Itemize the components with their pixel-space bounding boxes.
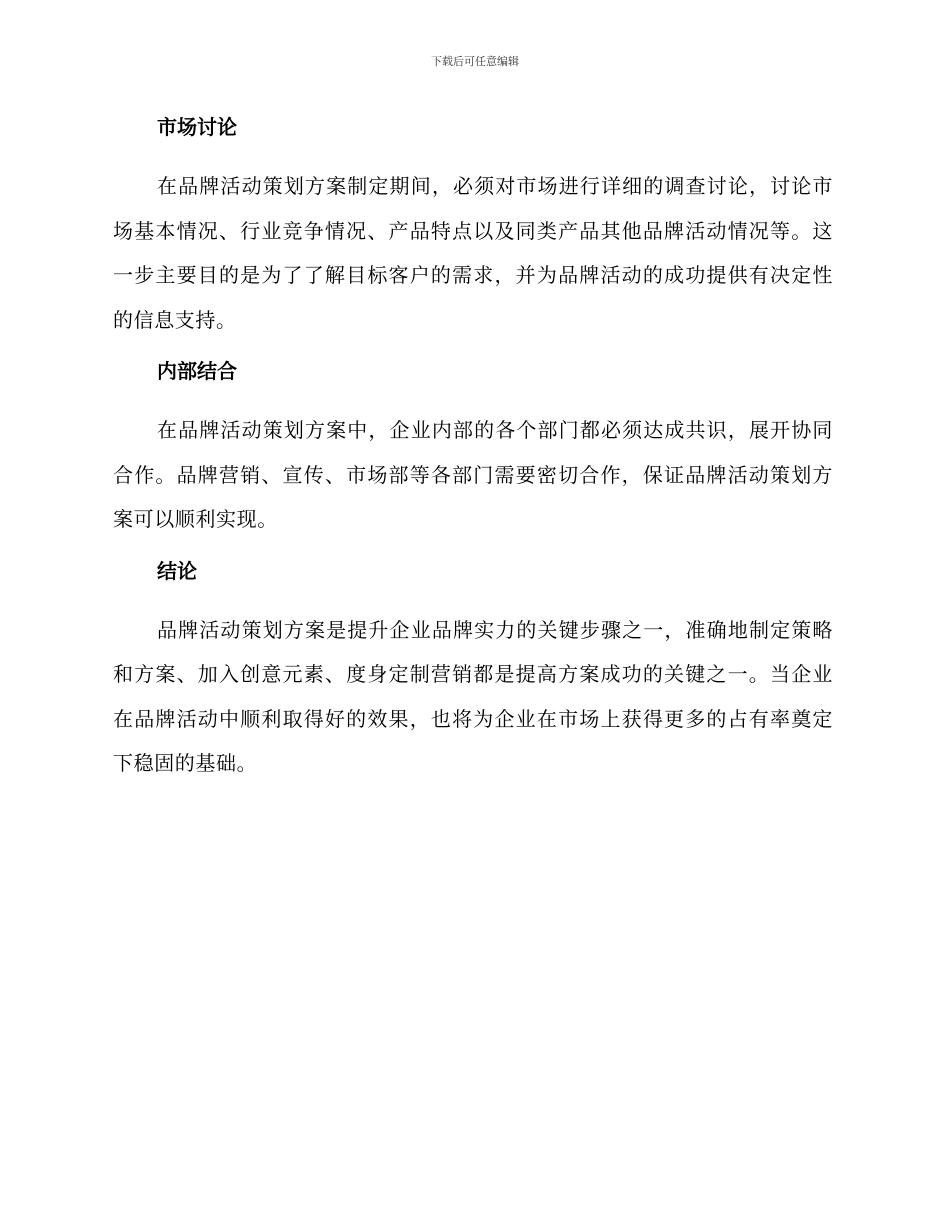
header-note: 下载后可任意编辑 [431,55,519,68]
section-heading-internal-integration: 内部结合 [157,359,237,383]
section-paragraph-conclusion: 品牌活动策划方案是提升企业品牌实力的关键步骤之一，准确地制定策略和方案、加入创意元素、度身定制营销都是提高方案成功的关键之一。当企业在品牌活动中顺利取得好的效果，也将为企业在市场上获得更多的占有率奠定下稳固的基础。 [113,617,833,775]
section-paragraph-internal-integration: 在品牌活动策划方案中，企业内部的各个部门都必须达成共识，展开协同合作。品牌营销、宣传、市场部等各部门需要密切合作，保证品牌活动策划方案可以顺利实现。 [113,418,833,531]
section-heading-conclusion: 结论 [157,558,197,583]
document-body [113,110,833,786]
section-heading-market-discussion: 市场讨论 [157,115,237,139]
section-paragraph-market-discussion: 在品牌活动策划方案制定期间，必须对市场进行详细的调查讨论，讨论市场基本情况、行业竞争情况、产品特点以及同类产品其他品牌活动情况等。这一步主要目的是为了了解目标客户的需求，并为品牌活动的成功提供有决定性的信息支持。 [113,174,833,332]
